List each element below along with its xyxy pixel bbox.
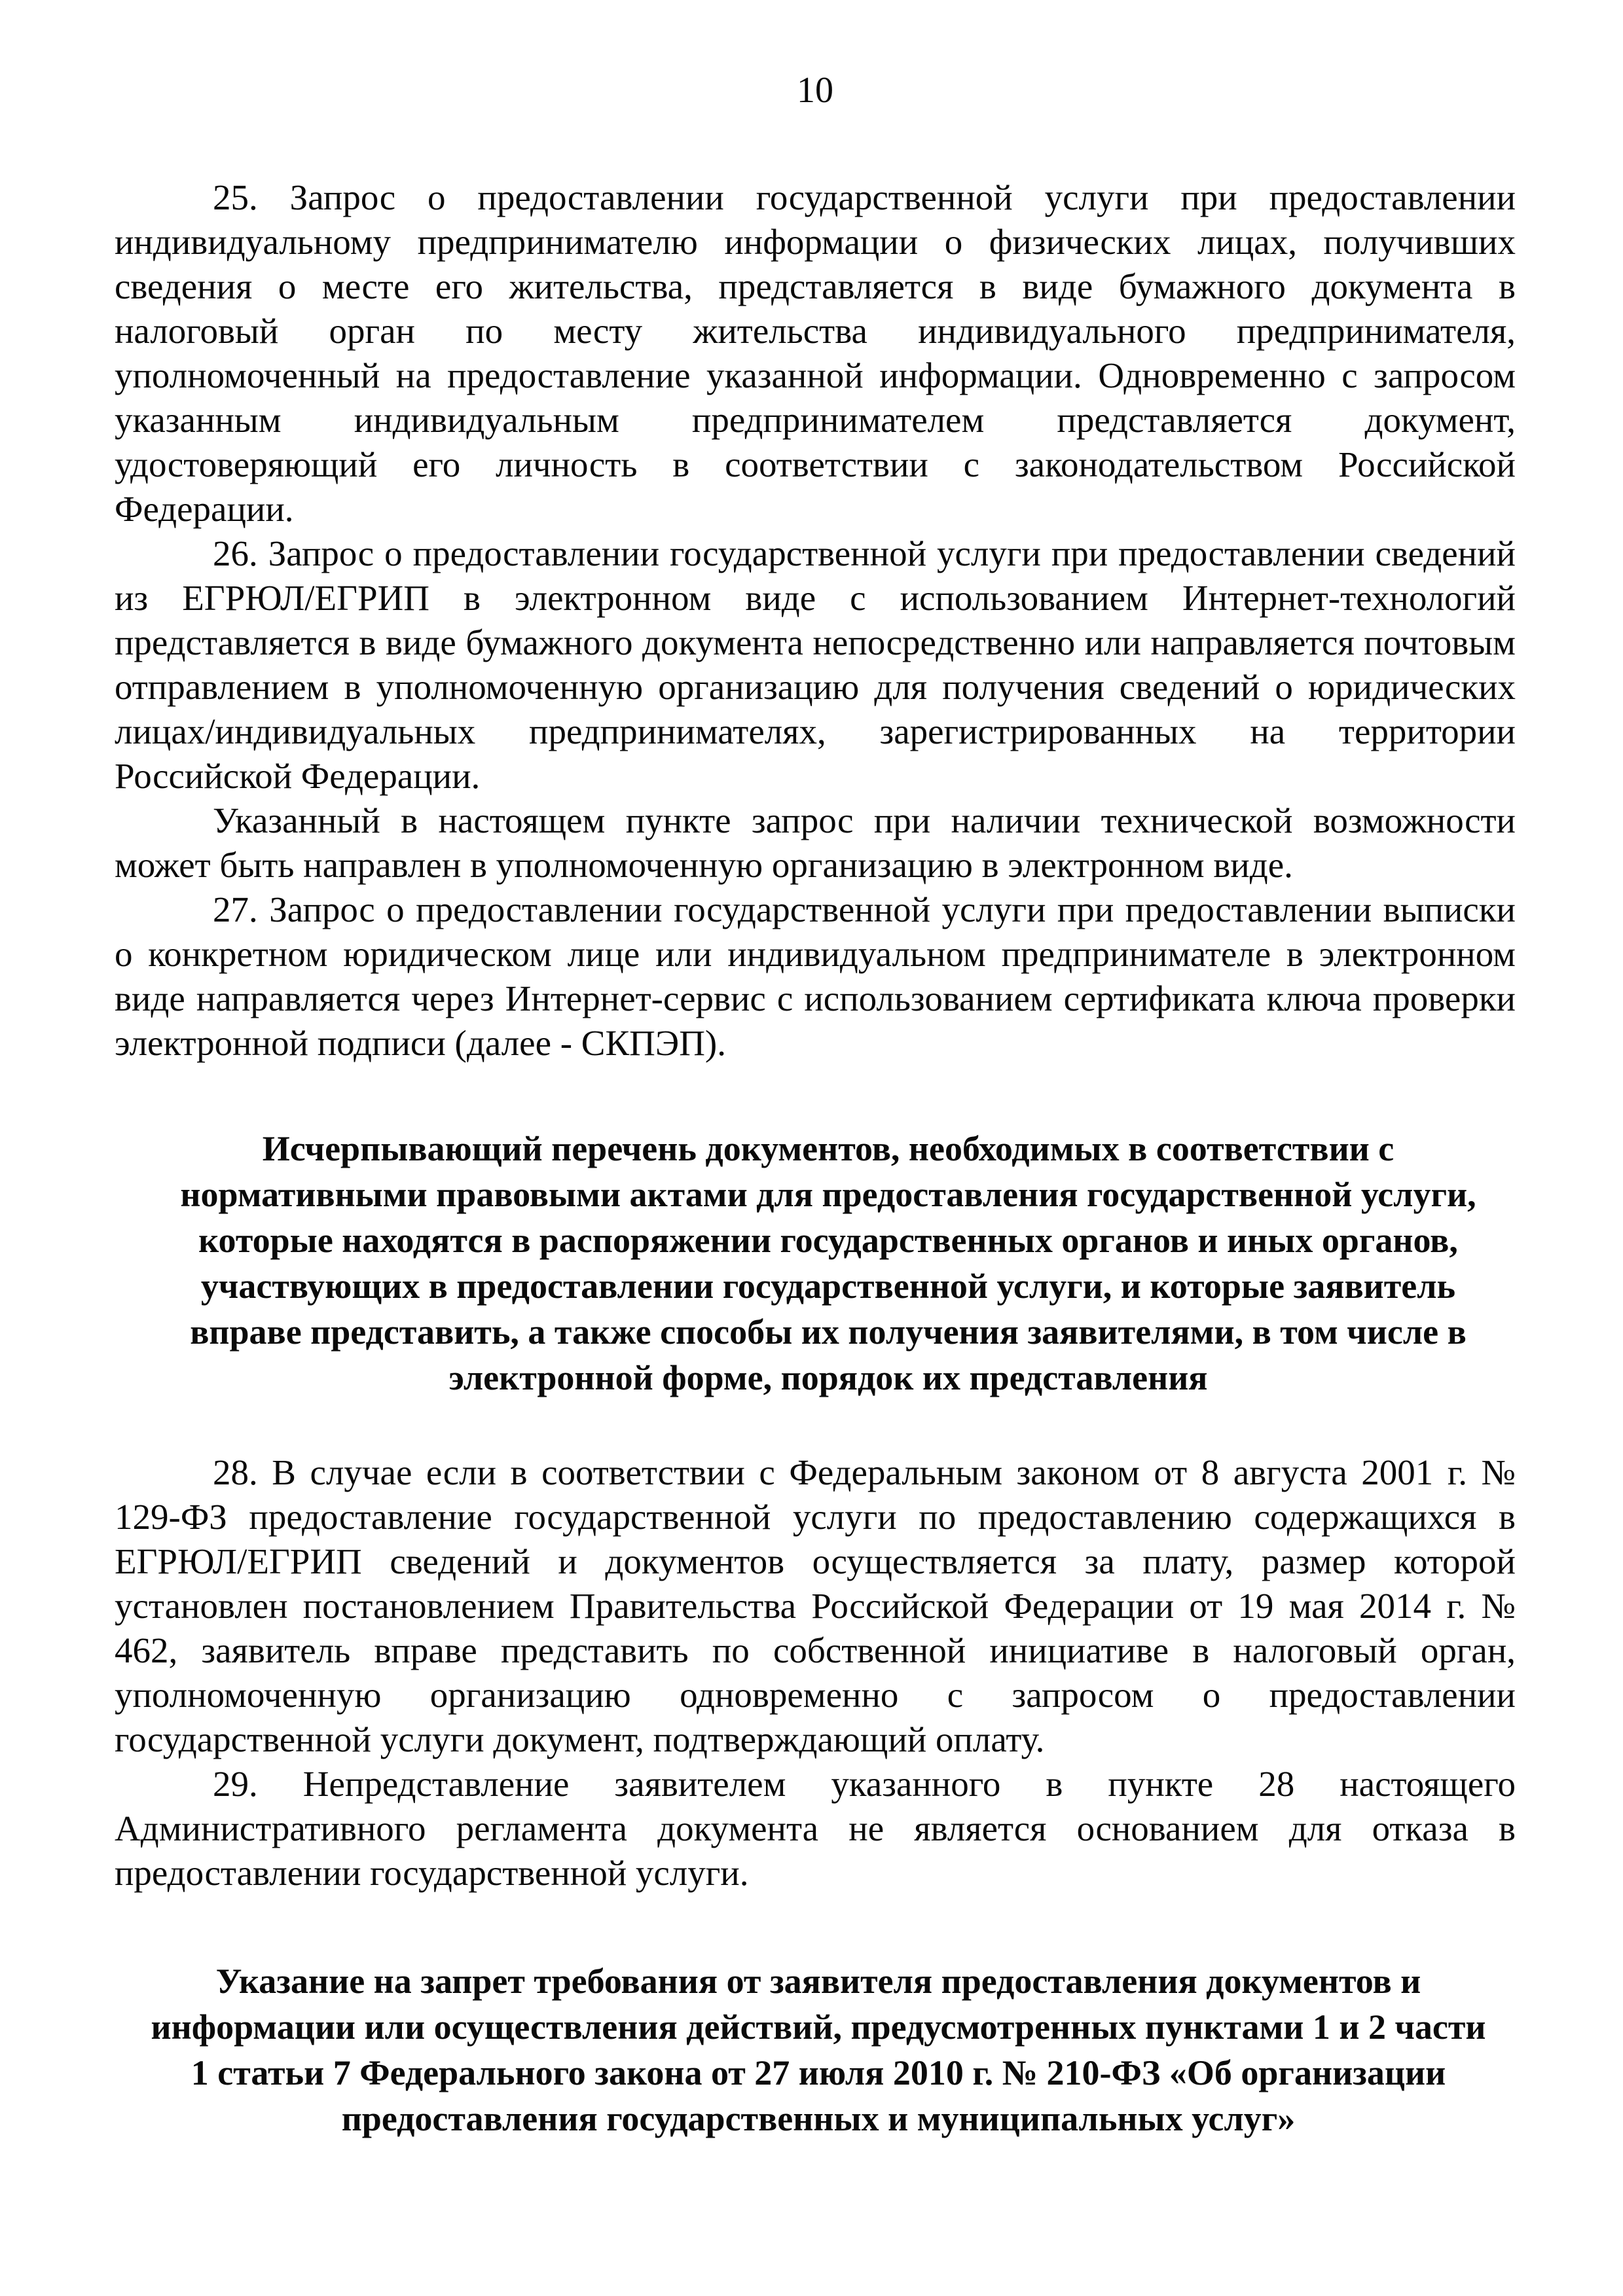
- page-number: 10: [797, 70, 833, 111]
- paragraph-26: 26. Запрос о предоставлении государственной услуги при предоставлении сведений из ЕГРЮЛ/ЕГРИП в электронном виде с использованием Интернет-технологий представляется в виде бумажного документа непосредственно или направляется почтовым отправлением в уполномоченную организацию для получения сведений о юридических лицах/индивидуальных предпринимателях, зарегистрированных на территории Российской Федерации.: [115, 533, 1516, 796]
- section-heading-prohibition: Указание на запрет требования от заявителя предоставления документов и информации или осуществления действий, предусмотренных пунктами 1 и 2 части 1 статьи 7 Федерального закона от 27 июля 2010 г. № 210-ФЗ «Об организации предоставления государственных и муниципальных услуг»: [151, 1962, 1486, 2138]
- section-heading-documents-list: Исчерпывающий перечень документов, необходимых в соответствии с нормативными правовыми актами для предоставления государственной услуги, которые находятся в распоряжении государственных органов и иных органов, участвующих в предоставлении государственной услуги, и которые заявитель вправе представить, а также способы их получения заявителями, в том числе в электронной форме, порядок их представления: [180, 1129, 1476, 1397]
- paragraph-29: 29. Непредставление заявителем указанного в пункте 28 настоящего Административного регламента документа не является основанием для отказа в предоставлении государственной услуги.: [115, 1764, 1516, 1893]
- document-page: [115, 0, 1516, 2296]
- paragraph-25: 25. Запрос о предоставлении государственной услуги при предоставлении индивидуальному предпринимателю информации о физических лицах, получивших сведения о месте его жительства, представляется в виде бумажного документа в налоговый орган по месту жительства индивидуального предпринимателя, уполномоченный на предоставление указанной информации. Одновременно с запросом указанным индивидуальным предпринимателем представляется документ, удостоверяющий его личность в соответствии с законодательством Российской Федерации.: [115, 177, 1516, 529]
- paragraph-27: 27. Запрос о предоставлении государственной услуги при предоставлении выписки о конкретном юридическом лице или индивидуальном предпринимателе в электронном виде направляется через Интернет-сервис с использованием сертификата ключа проверки электронной подписи (далее - СКПЭП).: [115, 889, 1516, 1063]
- document-body: [115, 175, 1516, 2142]
- paragraph-26-continuation: Указанный в настоящем пункте запрос при наличии технической возможности может быть направлен в уполномоченную организацию в электронном виде.: [115, 800, 1516, 885]
- paragraph-28: 28. В случае если в соответствии с Федеральным законом от 8 августа 2001 г. № 129-ФЗ предоставление государственной услуги по предоставлению содержащихся в ЕГРЮЛ/ЕГРИП сведений и документов осуществляется за плату, размер которой установлен постановлением Правительства Российской Федерации от 19 мая 2014 г. № 462, заявитель вправе представить по собственной инициативе в налоговый орган, уполномоченную организацию одновременно с запросом о предоставлении государственной услуги документ, подтверждающий оплату.: [115, 1452, 1516, 1759]
